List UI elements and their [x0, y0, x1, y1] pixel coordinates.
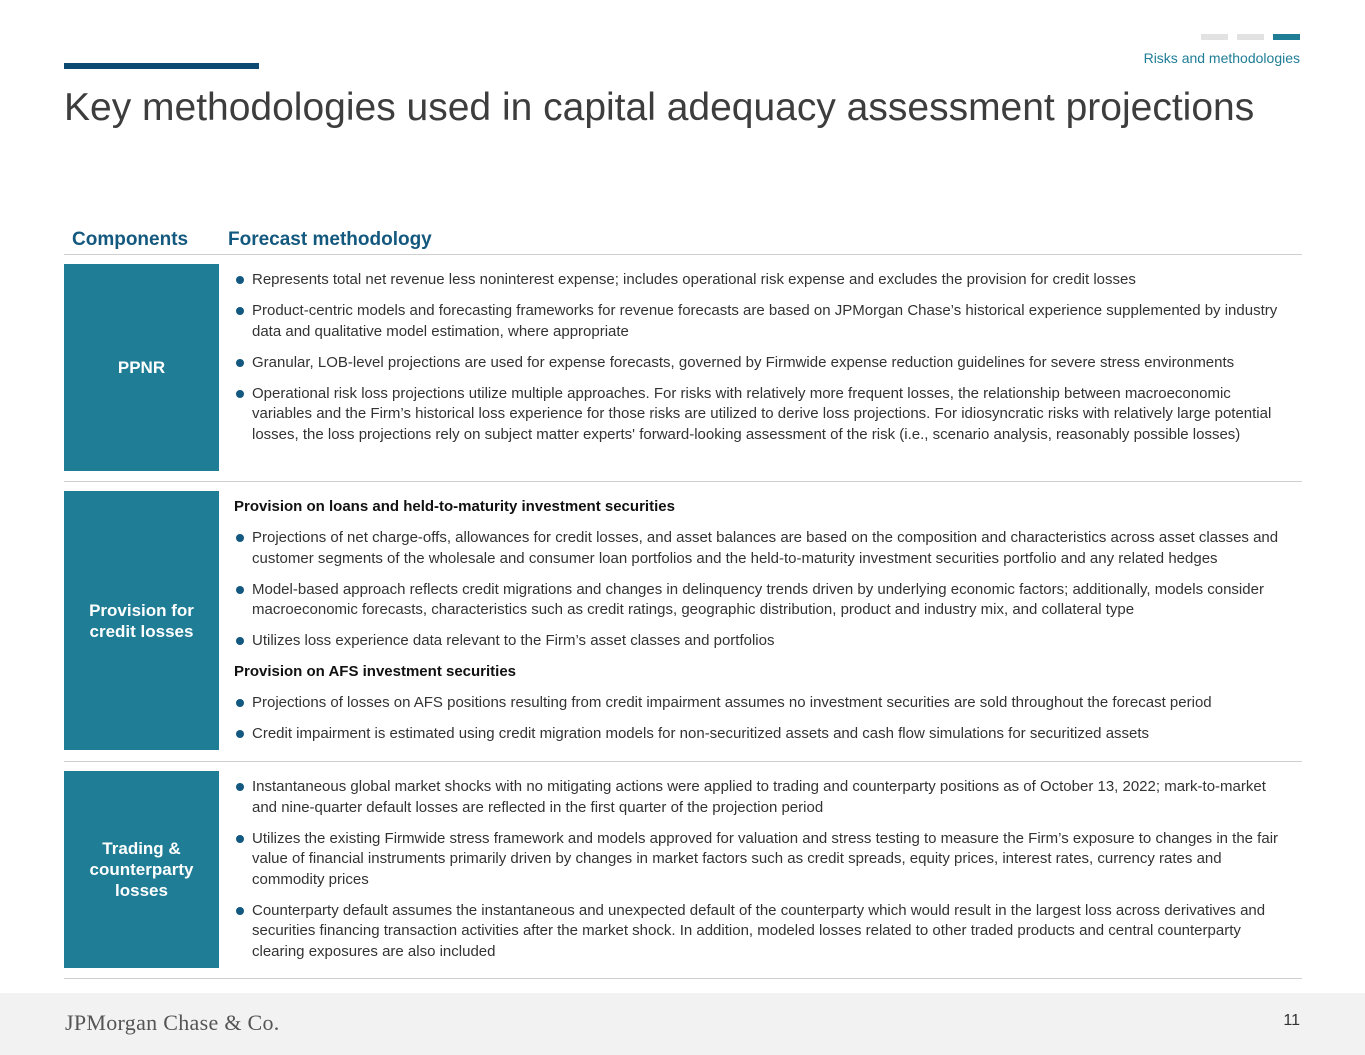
row-divider: [64, 481, 1302, 482]
title-accent-bar: [64, 63, 259, 69]
header-divider: [64, 254, 1302, 255]
list-item: Utilizes the existing Firmwide stress framework and models approved for valuation and stress testing to measure the Firm’s exposure to changes in the fair value of financial instruments primarily driven by changes in market factors such as credit spreads, equity prices, interest rates, currency rates and commodity prices: [234, 829, 1294, 891]
list-item: Model-based approach reflects credit migrations and changes in delinquency trends driven by underlying economic factors; additionally, models consider macroeconomic forecasts, characteristics such as credit ratings, geographic distribution, product and industry mix, and collateral type: [234, 580, 1294, 621]
list-item: Projections of net charge-offs, allowances for credit losses, and asset balances are based on the composition and characteristics across asset classes and customer segments of the wholesale and consumer loan portfolios and the held-to-maturity investment securities portfolio and any related hedges: [234, 528, 1294, 569]
subheading-afs: Provision on AFS investment securities: [234, 663, 517, 680]
list-item: Projections of losses on AFS positions resulting from credit impairment assumes no investment securities are sold throughout the forecast period: [234, 693, 1294, 714]
methodology-trading: [234, 777, 1294, 973]
list-item: Operational risk loss projections utilize multiple approaches. For risks with relatively more frequent losses, the relationship between macroeconomic variables and the Firm’s historical loss experience for those risks are utilized to derive loss projections. For idiosyncratic risks with relatively large potential losses, the loss projections rely on subject matter experts' forward-looking assessment of the risk (i.e., scenario analysis, reasonably possible losses): [234, 384, 1294, 446]
methodology-provision: [234, 497, 1294, 755]
list-item: Credit impairment is estimated using credit migration models for non-securitized assets and cash flow simulations for securitized assets: [234, 724, 1294, 745]
progress-dot: [1201, 34, 1228, 40]
company-logo: JPMorgan Chase & Co.: [65, 1010, 280, 1035]
row-divider: [64, 978, 1302, 979]
methodology-ppnr: [234, 270, 1294, 456]
component-label: Trading & counterparty losses: [89, 839, 194, 900]
list-item: Utilizes loss experience data relevant to the Firm’s asset classes and portfolios: [234, 631, 1294, 652]
list-item: Counterparty default assumes the instantaneous and unexpected default of the counterparty which would result in the largest loss across derivatives and securities financing transaction activities after the market shock. In addition, modeled losses related to other traded products and central counterparty clearing exposures are also included: [234, 901, 1294, 963]
component-label: PPNR: [117, 358, 166, 377]
page-number: 11: [1283, 1012, 1300, 1029]
subheading-loans-htm: Provision on loans and held-to-maturity investment securities: [234, 498, 675, 515]
component-label: Provision for credit losses: [89, 600, 194, 641]
component-provision-credit-losses: [64, 491, 219, 750]
progress-dot-active: [1273, 34, 1300, 40]
component-ppnr: [64, 264, 219, 471]
list-item: Granular, LOB-level projections are used for expense forecasts, governed by Firmwide expense reduction guidelines for severe stress environments: [234, 353, 1294, 374]
section-label: Risks and methodologies: [1143, 50, 1300, 66]
component-trading-counterparty: [64, 771, 219, 968]
progress-dot: [1237, 34, 1264, 40]
list-item: Instantaneous global market shocks with no mitigating actions were applied to trading and counterparty positions as of October 13, 2022; mark-to-market and nine-quarter default losses are reflected in the first quarter of the projection period: [234, 777, 1294, 818]
column-header-methodology: Forecast methodology: [228, 229, 432, 250]
page-title: Key methodologies used in capital adequacy assessment projections: [64, 86, 1255, 129]
column-header-components: Components: [72, 229, 189, 250]
list-item: Product-centric models and forecasting frameworks for revenue forecasts are based on JPMorgan Chase’s historical experience supplemented by industry data and qualitative model estimation, where appropriate: [234, 301, 1294, 342]
row-divider: [64, 761, 1302, 762]
list-item: Represents total net revenue less noninterest expense; includes operational risk expense and excludes the provision for credit losses: [234, 270, 1294, 291]
